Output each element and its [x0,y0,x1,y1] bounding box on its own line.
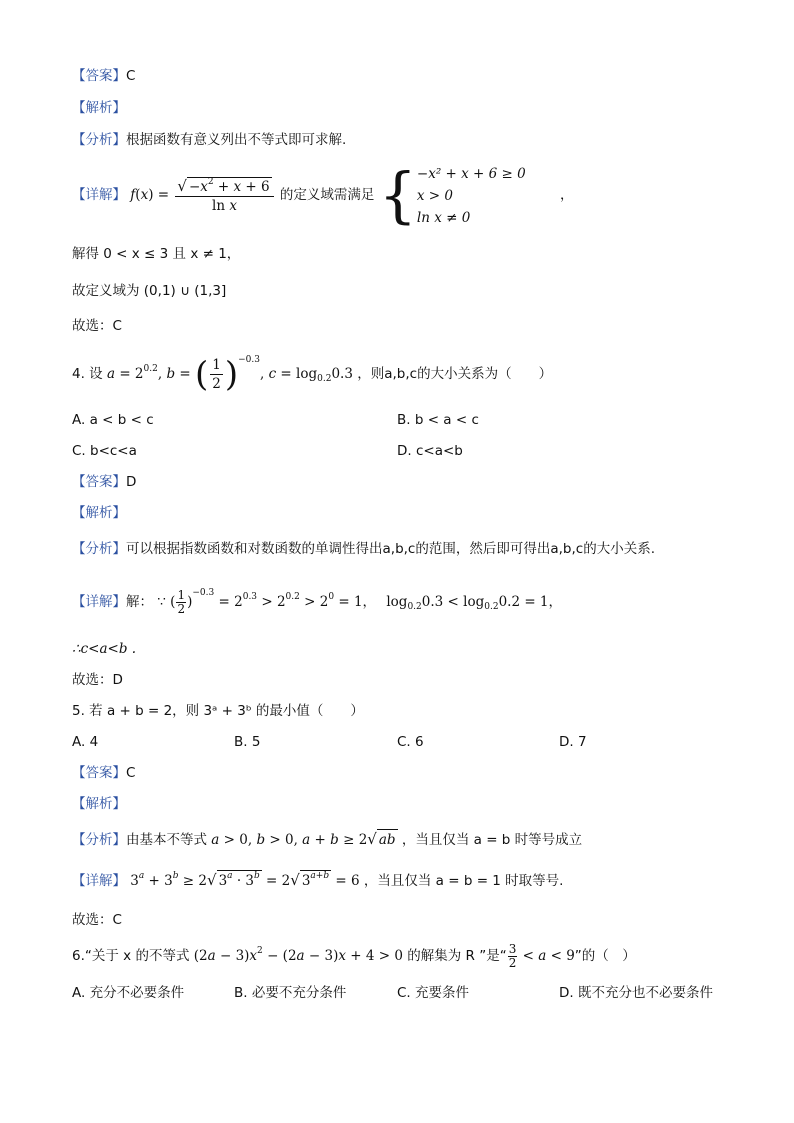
q6-stem-suffix: ”的（ ） [574,948,636,964]
q5-option-a[interactable]: A. 4 [72,734,99,750]
q5-choose: 故选：C [72,912,122,928]
q5-option-b[interactable]: B. 5 [234,734,261,750]
answer-label: 【答案】 [72,474,126,490]
q4-stem-prefix: 4. 设 [72,366,103,382]
q3-fenxi-text: 根据函数有意义列出不等式即可求解. [126,132,347,148]
q6-stem: 6.“关于 x 的不等式 $(2a - 3)x^2 - (2a - 3)x + 4 > 0$ 的解集为 R ”是“ $\frac{3}{2}$ < a < 9”的（ ） [72,942,636,970]
fenxi-label: 【分析】 [72,132,126,148]
q3-solve: 解得 0 < x ≤ 3 且 x ≠ 1， [72,246,241,262]
q4-fenxi-line [72,539,655,559]
q4-choose: 故选：D [72,672,123,688]
q3-detail-line: 【详解】 f(x) = $\frac{√ -x^2 + x + 6}{\text{ln x}}$ 的定义域需满足 { −x² + x + 6 ≥ 0 x > 0 ln x ≠ 0 ， [72,160,574,231]
q4-option-a[interactable]: A. a < b < c [72,412,154,428]
q5-fenxi-prefix: 由基本不等式 [126,832,207,848]
answer-label: 【答案】 [72,68,126,84]
q6-stem-prefix: 6.“关于 x 的不等式 [72,948,190,964]
q3-fenxi-line [72,130,346,150]
fenxi-label: 【分析】 [72,832,126,848]
analysis-label: 【解析】 [72,505,126,521]
q5-detail-suffix: ，当且仅当 a = b = 1 时取等号. [363,873,564,889]
answer-label: 【答案】 [72,765,126,781]
q5-answer-line [72,763,135,783]
system-row: x > 0 [416,187,454,204]
q4-detail-line: 【详解】解： ∵ ( $\frac{1}{2}$ )$^{-0.3} = 2^{0.3} > 2^{0.2} > 2^0 = 1$， $\log_{0.2}0.3 < \log_{0.2}0.2 = 1$， [72,588,563,616]
q6-option-a[interactable]: A. 充分不必要条件 [72,985,185,1001]
q5-detail-line: 【详解】 $3^a + 3^b \ge 2√$ $3^a \cdot 3^b = 2√$ $3^{a+b} = 6$ ，当且仅当 a = b = 1 时取等号. [72,871,564,889]
system-brace: { [378,160,417,231]
q6-option-c[interactable]: C. 充要条件 [397,985,470,1001]
q4-answer: D [126,474,137,490]
q5-analysis-line [72,794,126,814]
q4-option-b[interactable]: B. b < a < c [397,412,479,428]
q5-fenxi-suffix: ，当且仅当 a = b 时等号成立 [401,832,583,848]
q3-choose: 故选：C [72,318,122,334]
q5-answer: C [126,765,136,781]
q3-answer: C [126,68,136,84]
q3-analysis-line [72,98,126,118]
q4-option-d[interactable]: D. c<a<b [397,443,463,459]
q5-stem: 5. 若 a + b = 2，则 3ᵃ + 3ᵇ 的最小值（ ） [72,703,364,719]
q4-answer-line [72,472,136,492]
q4-option-c[interactable]: C. b<c<a [72,443,137,459]
q3-function-fraction: $\frac{√ -x^2 + x + 6}{\text{ln x}}$ [175,177,273,215]
q5-option-d[interactable]: D. 7 [559,734,587,750]
fenxi-label: 【分析】 [72,541,126,557]
analysis-label: 【解析】 [72,796,126,812]
q4-detail-prefix: 解： [126,594,153,610]
q3-inequality-system [417,163,526,229]
detail-label: 【详解】 [72,187,126,203]
q4-conclusion: ∴c<a<b . [72,641,137,657]
q6-option-b[interactable]: B. 必要不充分条件 [234,985,347,1001]
q4-stem-suffix: ，则a,b,c的大小关系为（ ） [357,366,553,382]
q3-function-formula: f [130,187,136,203]
q4-analysis-line [72,503,126,523]
detail-label: 【详解】 [72,873,126,889]
q3-domain: 故定义域为 (0,1) ∪ (1,3] [72,283,227,299]
q3-detail-mid: 的定义域需满足 [279,187,375,203]
detail-label: 【详解】 [72,594,126,610]
q6-stem-mid: 的解集为 R ”是“ [407,948,507,964]
system-row: ln x ≠ 0 [416,209,471,226]
q3-answer-line [72,66,135,86]
system-row: −x² + x + 6 ≥ 0 [416,165,526,182]
q6-option-d[interactable]: D. 既不充分也不必要条件 [559,985,713,1001]
q4-stem: 4. 设 $a = 2^{0.2}$, b = ( $\frac{1}{2}$ )$^{-0.3}$, $c = \log_{0.2}0.3$ ，则a,b,c的大小关系为（ ） [72,354,553,395]
q5-fenxi-line: 【分析】由基本不等式 a > 0, b > 0, a + b ≥ 2√ ab ，当且仅当 a = b 时等号成立 [72,830,583,848]
analysis-label: 【解析】 [72,100,126,116]
q5-option-c[interactable]: C. 6 [397,734,424,750]
q4-fenxi-text: 可以根据指数函数和对数函数的单调性得出a,b,c的范围，然后即可得出a,b,c的大小关系. [126,541,655,557]
